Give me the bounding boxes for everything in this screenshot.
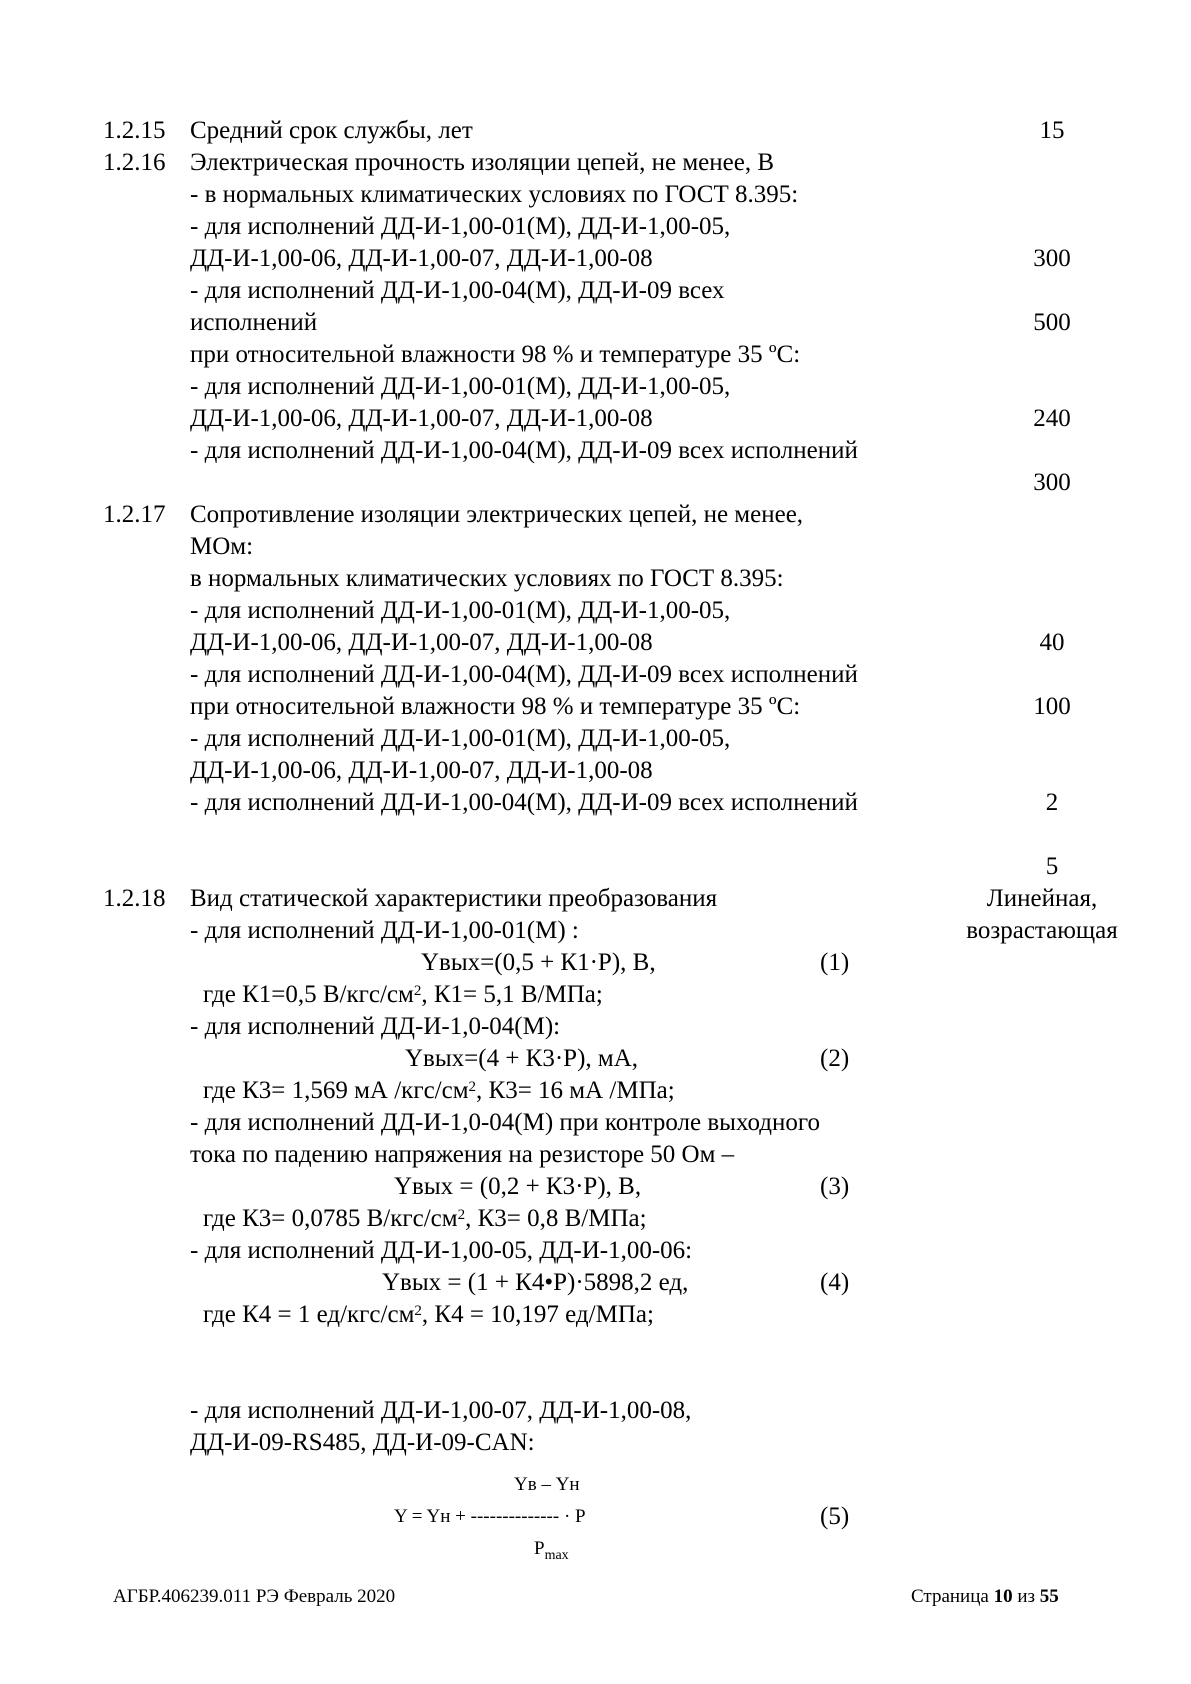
value-characteristic-type: Линейная, — [986, 885, 1098, 912]
value-characteristic-type-2: возрастающая — [966, 917, 1118, 944]
formula-5-numerator: Yв – Yн — [514, 1474, 580, 1495]
equation-3: Yвых = (0,2 + К3·Р), В, — [394, 1173, 642, 1200]
section-number-1-2-16: 1.2.16 — [103, 149, 166, 176]
text-line: в нормальных климатических условиях по ГОСТ 8.395: — [190, 565, 784, 592]
footer-page-number: Страница 10 из 55 — [911, 1586, 1059, 1607]
formula-5-denominator: $P_{max}$ — [534, 1538, 569, 1563]
text-line: МОм: — [190, 533, 254, 560]
where-clause-2: где К3= 1,569 мА $/кгс/см^2$, К3= 16 мА /МПа; — [203, 1077, 675, 1104]
text-line: тока по падению напряжения на резисторе 50 Ом – — [190, 1141, 735, 1168]
text-line: - для исполнений ДД-И-1,00-04(М), ДД-И-09 всех исполнений — [190, 437, 858, 464]
value-service-life: 15 — [1039, 117, 1065, 144]
text-line: ДД-И-09-RS485, ДД-И-09-CAN: — [190, 1429, 535, 1456]
formula-5-main: Y = Yн + -------------- · P — [394, 1506, 586, 1527]
value-cell: 500 — [1033, 309, 1071, 336]
equation-2: Yвых=(4 + К3·Р), мА, — [405, 1045, 639, 1072]
where-clause-1: где К1=0,5 $В/кгс/см^2$, К1= 5,1 В/МПа; — [203, 981, 603, 1008]
value-cell: 240 — [1033, 405, 1071, 432]
footer-document-code: АГБР.406239.011 РЭ Февраль 2020 — [113, 1586, 396, 1607]
section-title-1-2-17: Сопротивление изоляции электрических цепей, не менее, — [190, 501, 804, 528]
text-line: ДД-И-1,00-06, ДД-И-1,00-07, ДД-И-1,00-08 — [190, 757, 653, 784]
equation-number-4: (4) — [820, 1269, 850, 1296]
equation-number-1: (1) — [820, 949, 850, 976]
text-line: - для исполнений ДД-И-1,00-05, ДД-И-1,00-06: — [190, 1237, 693, 1264]
value-cell: 5 — [1045, 853, 1059, 880]
text-line: - для исполнений ДД-И-1,00-01(М), ДД-И-1,00-05, — [190, 373, 731, 400]
section-number-1-2-15: 1.2.15 — [103, 117, 166, 144]
text-line: - для исполнений ДД-И-1,0-04(М) при контроле выходного — [190, 1109, 821, 1136]
text-line: при относительной влажности 98 % и температуре 35 ºС: — [190, 341, 801, 368]
text-line: - для исполнений ДД-И-1,00-04(М), ДД-И-09 всех исполнений — [190, 789, 858, 816]
where-clause-3: где К3= 0,0785 $В/кгс/см^2$, К3= 0,8 В/МПа; — [203, 1205, 647, 1232]
section-title-1-2-16: Электрическая прочность изоляции цепей, не менее, В — [190, 149, 775, 176]
section-number-1-2-17: 1.2.17 — [103, 501, 166, 528]
text-line: - для исполнений ДД-И-1,00-04(М), ДД-И-09 всех — [190, 277, 725, 304]
value-cell: 300 — [1033, 245, 1071, 272]
section-title-1-2-15: Средний срок службы, лет — [190, 117, 473, 144]
where-clause-4: где К4 = 1 $ед/кгс/см^2$, К4 = 10,197 ед/МПа; — [203, 1301, 654, 1328]
text-line: ДД-И-1,00-06, ДД-И-1,00-07, ДД-И-1,00-08 — [190, 405, 653, 432]
value-cell: 2 — [1045, 789, 1059, 816]
text-line: - для исполнений ДД-И-1,00-04(М), ДД-И-09 всех исполнений — [190, 661, 858, 688]
text-line: - для исполнений ДД-И-1,00-01(М), ДД-И-1,00-05, — [190, 597, 731, 624]
text-line: исполнений — [190, 309, 318, 336]
equation-4: Yвых = (1 + К4•Р)·5898,2 ед, — [382, 1269, 689, 1296]
text-line: - в нормальных климатических условиях по ГОСТ 8.395: — [190, 181, 799, 208]
section-number-1-2-18: 1.2.18 — [103, 885, 166, 912]
text-line: - для исполнений ДД-И-1,00-01(М), ДД-И-1,00-05, — [190, 725, 731, 752]
equation-1: Yвых=(0,5 + К1·Р), В, — [421, 949, 656, 976]
text-line: - для исполнений ДД-И-1,00-07, ДД-И-1,00-08, — [190, 1397, 692, 1424]
value-cell: 300 — [1033, 469, 1071, 496]
equation-number-2: (2) — [820, 1045, 850, 1072]
equation-number-3: (3) — [820, 1173, 850, 1200]
value-cell: 100 — [1033, 693, 1071, 720]
text-line: - для исполнений ДД-И-1,00-01(М) : — [190, 917, 579, 944]
text-line: при относительной влажности 98 % и температуре 35 ºС: — [190, 693, 801, 720]
text-line: - для исполнений ДД-И-1,00-01(М), ДД-И-1,00-05, — [190, 213, 731, 240]
section-title-1-2-18: Вид статической характеристики преобразования — [190, 885, 718, 912]
equation-number-5: (5) — [820, 1503, 850, 1530]
text-line: ДД-И-1,00-06, ДД-И-1,00-07, ДД-И-1,00-08 — [190, 245, 653, 272]
text-line: ДД-И-1,00-06, ДД-И-1,00-07, ДД-И-1,00-08 — [190, 629, 653, 656]
text-line: - для исполнений ДД-И-1,0-04(М): — [190, 1013, 561, 1040]
value-cell: 40 — [1039, 629, 1065, 656]
